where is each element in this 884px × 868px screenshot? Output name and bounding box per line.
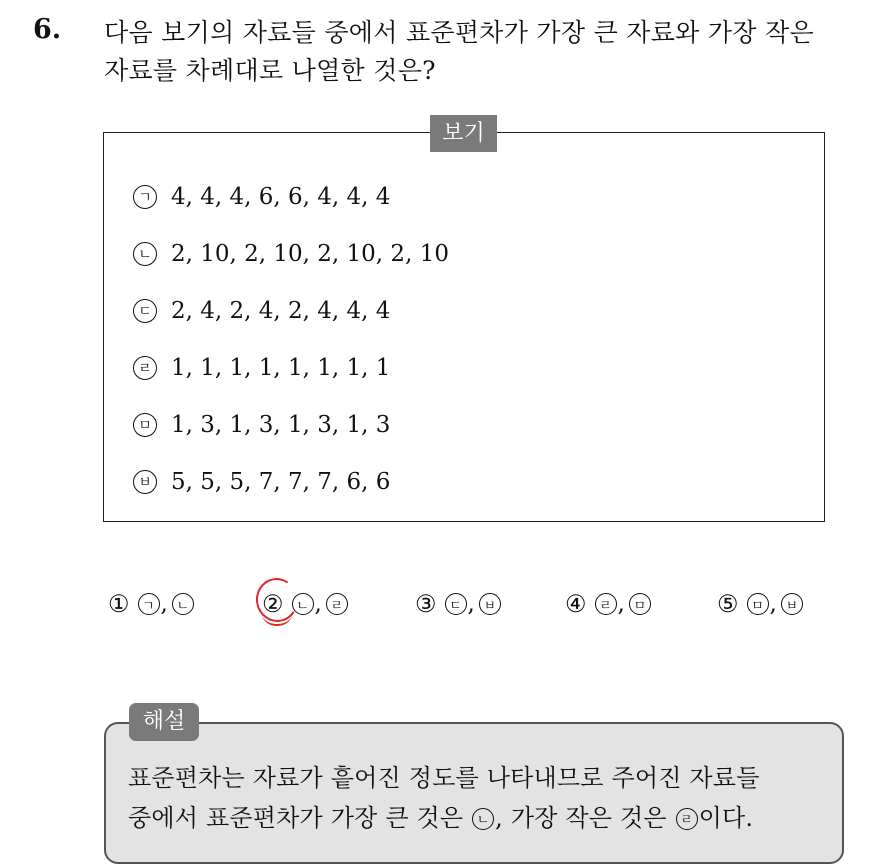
choice-number: ②	[262, 590, 284, 618]
circled-marker: ㄴ	[172, 593, 194, 615]
choice-number: ①	[108, 590, 130, 618]
solution-text: 이다.	[698, 804, 754, 832]
choice-number: ④	[565, 590, 587, 618]
item-values: 2, 4, 2, 4, 2, 4, 4, 4	[171, 298, 391, 324]
bogi-item-3	[133, 298, 390, 324]
circled-marker: ㄴ	[292, 593, 314, 615]
item-values: 2, 10, 2, 10, 2, 10, 2, 10	[171, 241, 449, 267]
solution-box	[104, 722, 844, 864]
solution-text: , 가장 작은 것은	[495, 804, 667, 832]
question-number: 6.	[33, 14, 62, 45]
choice-2[interactable]: ② ㄴ , ㄹ	[262, 590, 348, 618]
circled-marker: ㅁ	[747, 593, 769, 615]
circled-marker: ㄹ	[133, 356, 157, 380]
circled-marker: ㄱ	[138, 593, 160, 615]
item-values: 1, 3, 1, 3, 1, 3, 1, 3	[171, 412, 391, 438]
circled-marker: ㄹ	[676, 808, 698, 830]
bogi-item-6	[133, 469, 390, 495]
bogi-label: 보기	[430, 115, 497, 152]
choice-1[interactable]: ① ㄱ , ㄴ	[108, 590, 194, 618]
circled-marker: ㅁ	[133, 413, 157, 437]
bogi-item-4	[133, 355, 390, 381]
circled-marker: ㅁ	[629, 593, 651, 615]
bogi-item-5	[133, 412, 390, 438]
bogi-item-2	[133, 241, 449, 267]
solution-line-2	[128, 798, 753, 833]
choice-4[interactable]: ④ ㄹ , ㅁ	[565, 590, 651, 618]
question-line-2: 자료를 차례대로 나열한 것은?	[104, 56, 436, 85]
solution-text: 중에서 표준편차가 가장 큰 것은	[128, 804, 464, 832]
bogi-item-1	[133, 184, 390, 210]
circled-marker: ㅂ	[133, 470, 157, 494]
circled-marker: ㄴ	[472, 808, 494, 830]
circled-marker: ㄷ	[133, 299, 157, 323]
choice-5[interactable]: ⑤ ㅁ , ㅂ	[717, 590, 803, 618]
answer-choices	[0, 590, 884, 622]
question-text	[104, 14, 874, 90]
circled-marker: ㄷ	[445, 593, 467, 615]
circled-marker: ㄱ	[133, 185, 157, 209]
answer-mark-stroke	[262, 602, 292, 626]
solution-label: 해설	[129, 703, 199, 741]
circled-marker: ㄹ	[595, 593, 617, 615]
item-values: 4, 4, 4, 6, 6, 4, 4, 4	[171, 184, 391, 210]
circled-marker: ㄴ	[133, 242, 157, 266]
choice-number: ⑤	[717, 590, 739, 618]
question-line-1: 다음 보기의 자료들 중에서 표준편차가 가장 큰 자료와 가장 작은	[104, 18, 814, 47]
item-values: 1, 1, 1, 1, 1, 1, 1, 1	[171, 355, 391, 381]
circled-marker: ㅂ	[781, 593, 803, 615]
choice-3[interactable]: ③ ㄷ , ㅂ	[415, 590, 501, 618]
circled-marker: ㅂ	[479, 593, 501, 615]
choice-number: ③	[415, 590, 437, 618]
circled-marker: ㄹ	[326, 593, 348, 615]
item-values: 5, 5, 5, 7, 7, 7, 6, 6	[171, 469, 391, 495]
solution-line-1: 표준편차는 자료가 흩어진 정도를 나타내므로 주어진 자료들	[128, 764, 760, 792]
